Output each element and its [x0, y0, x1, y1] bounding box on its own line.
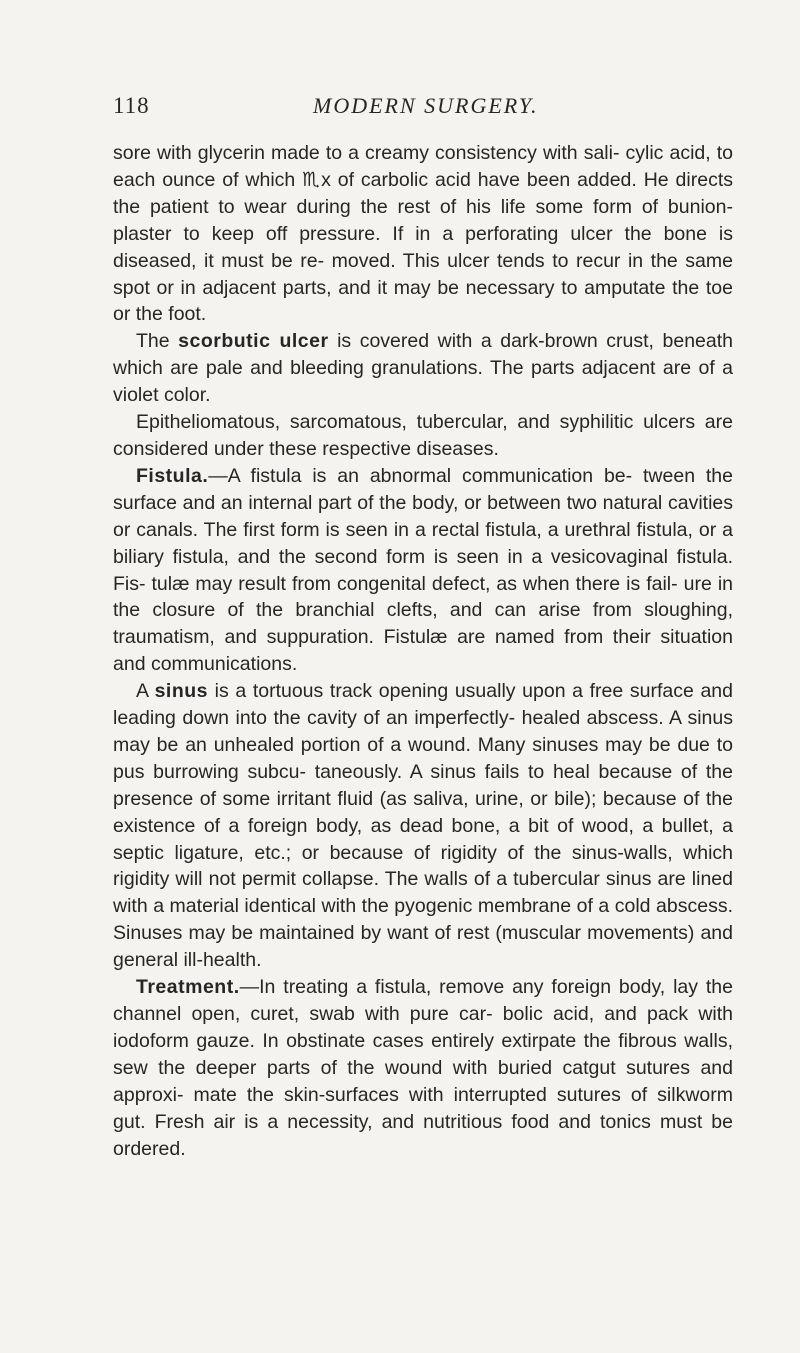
section-heading: sinus — [154, 680, 208, 703]
paragraph-text: —A fistula is an abnormal communication be- tween the surface and an internal part of the body, or between two natural cavities or canals. The first form is seen in a rectal fistula, a urethral fistula, or a biliary fistula, and the second form is seen in a vesicovaginal fistula. Fis- tulæ may result from congenital defect, as when there is fail- ure in the closure of the branchial clefts, and can arise from sloughing, traumatism, and suppuration. Fistulæ are named from their situation and communications. — [113, 464, 733, 676]
paragraph-text: —In treating a fistula, remove any foreign body, lay the channel open, curet, swab with pure car- bolic acid, and pack with iodoform gauze. In obstinate cases entirely extirpate the fibrous walls, sew the deeper parts of the wound with buried catgut sutures and approxi- mate the skin-surfaces with interrupted sutures of silkworm gut. Fresh air is a necessity, and nutritious food and tonics must be ordered. — [113, 976, 733, 1160]
section-heading: scorbutic ulcer — [178, 330, 329, 353]
paragraph-text: is a tortuous track opening usually upon a free surface and leading down into the cavity of an imperfectly- healed abscess. A sinus may be an unhealed portion of a wound. Many sinuses may be due to pus burrowing subcu- taneously. A sinus fails to heal because of the presence of some irritant fluid (as saliva, urine, or bile); because of the existence of a foreign body, as dead bone, a bit of wood, a bullet, a septic ligature, etc.; or because of rigidity of the sinus-walls, which rigidity will not permit collapse. The walls of a tubercular sinus are lined with a material identical with the pyogenic membrane of a cold abscess. Sinuses may be maintained by want of rest (muscular movements) and general ill-health. — [113, 680, 733, 972]
body-text — [113, 140, 733, 1162]
section-heading: Treatment. — [136, 976, 240, 999]
paragraph-text: is covered with a dark-brown crust, beneath which are pale and bleeding granulations. The parts adjacent are of a violet color. — [113, 330, 733, 407]
page-header — [113, 93, 733, 123]
section-heading: Fistula. — [136, 464, 209, 487]
paragraph-scorbutic-ulcer — [113, 328, 733, 409]
paragraph-other-ulcers — [113, 409, 733, 463]
paragraph-sinus — [113, 678, 733, 974]
paragraph-fistula — [113, 463, 733, 678]
running-title: MODERN SURGERY. — [313, 93, 539, 118]
paragraph-lead: The — [136, 330, 179, 353]
paragraph-text: Epitheliomatous, sarcomatous, tubercular, and syphilitic ulcers are considered under these respective diseases. — [113, 411, 733, 460]
page-number: 118 — [113, 93, 150, 118]
paragraph-treatment — [113, 974, 733, 1162]
paragraph-text: sore with glycerin made to a creamy consistency with sali- cylic acid, to each ounce of which ♏x of carbolic acid have been added. He directs the patient to wear during the rest of his life some form of bunion-plaster to keep off pressure. If in a perforating ulcer the bone is diseased, it must be re- moved. This ulcer tends to recur in the same spot or in adjacent parts, and it may be necessary to amputate the toe or the foot. — [113, 142, 733, 326]
paragraph-lead: A — [136, 680, 155, 703]
paragraph-continued — [113, 140, 733, 328]
